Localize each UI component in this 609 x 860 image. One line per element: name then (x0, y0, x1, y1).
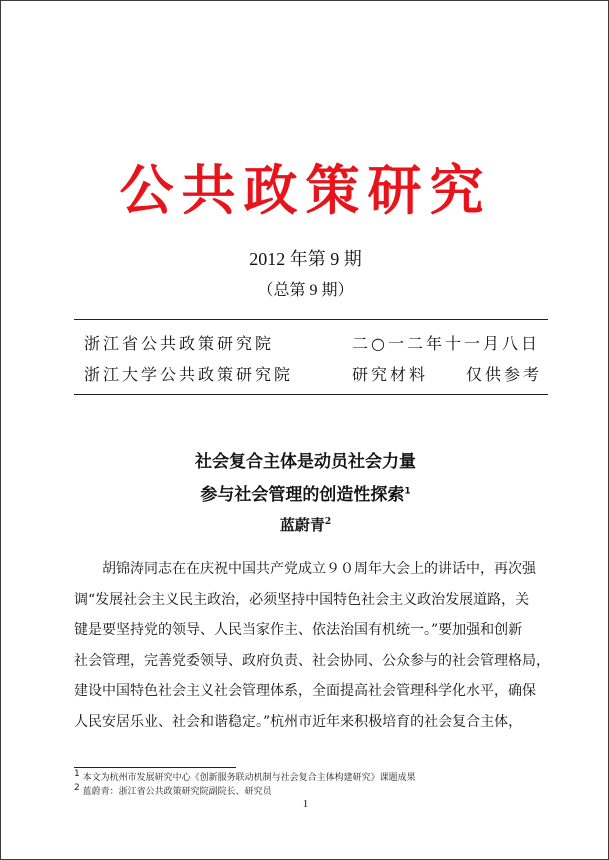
issue-number: 2012 年第 9 期 (249, 249, 362, 269)
title-footnote-mark: 1 (404, 486, 411, 497)
publish-date: 二○一二年十一月八日 (352, 334, 540, 353)
masthead-title: 公共政策研究 (119, 158, 492, 222)
article-body (74, 554, 550, 737)
publisher-row-1 (84, 331, 544, 354)
header-rule-bottom (74, 394, 548, 395)
footnote-2-text: 蓝蔚青：浙江省公共政策研究院副院长、研究员 (82, 787, 272, 797)
footnote-1-text: 本文为杭州市发展研究中心《创新服务联动机制与社会复合主体构建研究》课题成果 (82, 773, 416, 783)
article-author (1, 514, 609, 535)
reference-note: 研究材料 仅供参考 (352, 365, 543, 384)
body-line: 建设中国特色社会主义社会管理体系，全面提高社会管理科学化水平，确保 (74, 683, 536, 699)
publisher-org-2: 浙江大学公共政策研究院 (84, 365, 294, 384)
footnote-separator (74, 767, 236, 768)
body-line: 调“发展社会主义民主政治，必须坚持中国特色社会主义政治发展道路，关 (74, 591, 530, 608)
body-line: 胡锦涛同志在在庆祝中国共产党成立９０周年大会上的讲话中，再次强 (74, 561, 536, 577)
publisher-org-1: 浙江省公共政策研究院 (84, 334, 275, 353)
footnote-2-mark: 2 (74, 783, 80, 793)
total-issue-number: （总第 9 期） (257, 282, 354, 299)
footnote-1-mark: 1 (74, 769, 80, 779)
footnote-2 (74, 784, 554, 797)
footnote-1 (74, 770, 554, 783)
body-line: 社会管理，完善党委领导、政府负责、社会协同、公众参与的社会管理格局， (74, 652, 550, 669)
article-title-text-2: 参与社会管理的创造性探索 (200, 485, 405, 505)
page-number: 1 (302, 798, 309, 810)
header-rule-top (74, 319, 548, 320)
article-title-line-2 (1, 480, 609, 505)
author-name: 蓝蔚青 (279, 516, 325, 534)
author-footnote-mark: 2 (324, 517, 332, 527)
body-line: 人民安居乐业、社会和谐稳定。”杭州市近年来积极培育的社会复合主体， (74, 713, 523, 730)
body-line: 键是要坚持党的领导、人民当家作主、依法治国有机统一。”要加强和创新 (74, 622, 523, 638)
article-title-line-1: 社会复合主体是动员社会力量 (195, 452, 416, 472)
publisher-row-2 (84, 362, 544, 385)
